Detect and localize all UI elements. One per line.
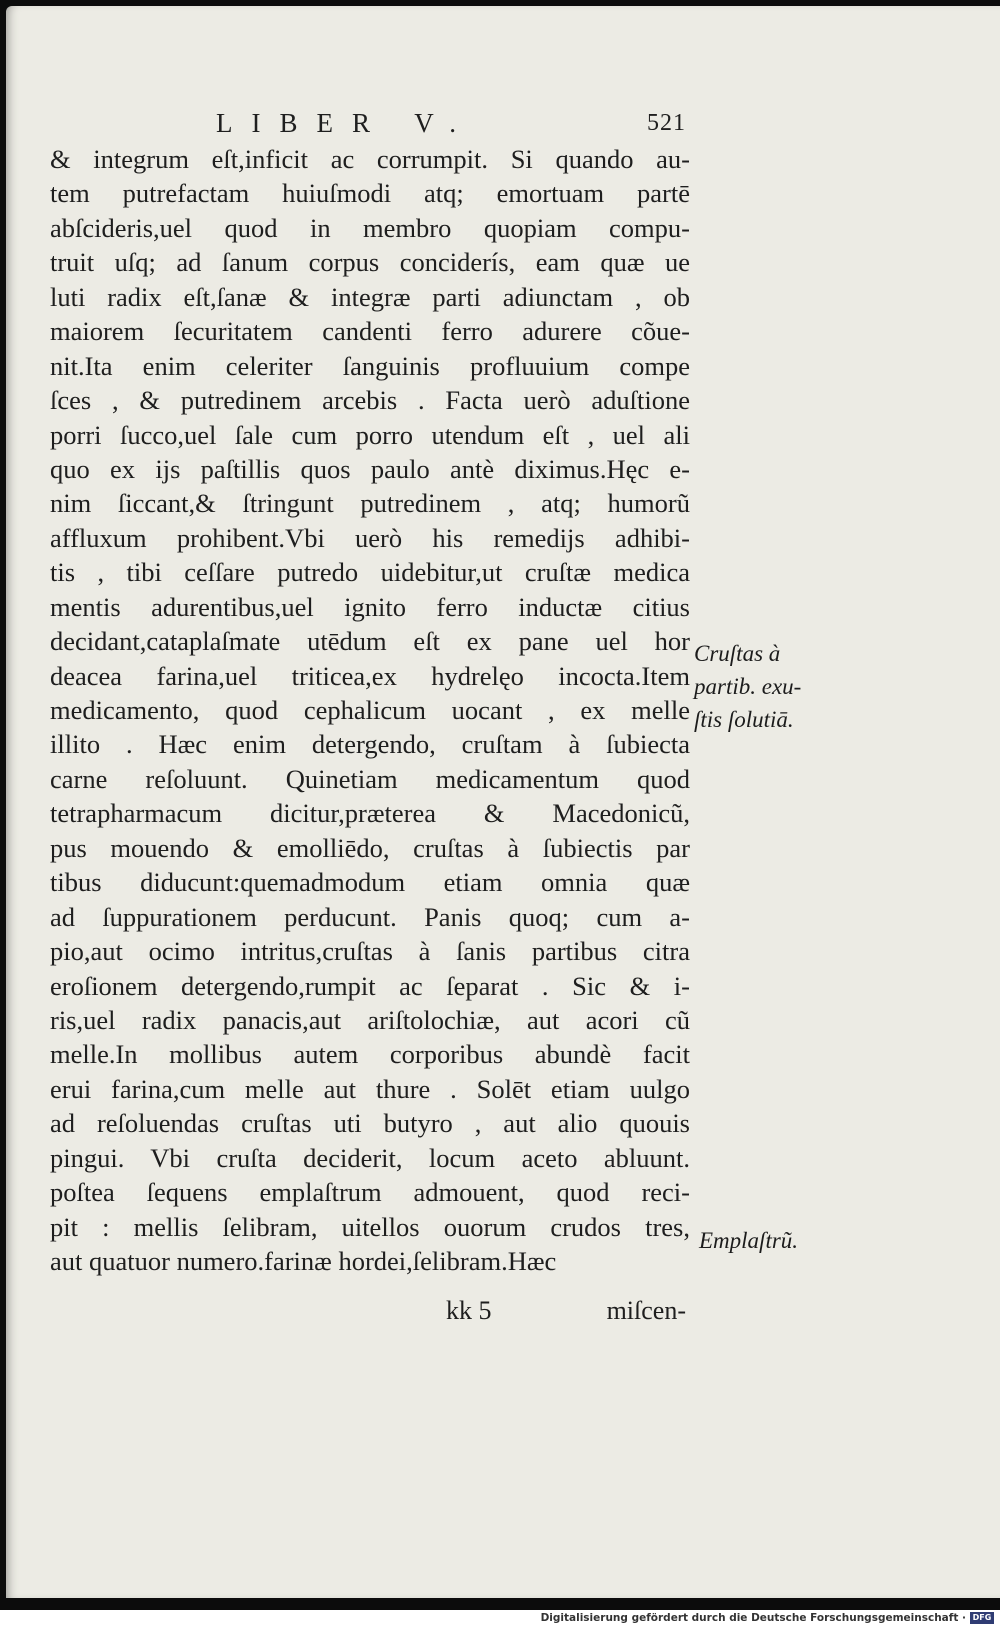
marginal-note-line: partib. exu- [694, 674, 802, 699]
marginal-note [699, 1224, 859, 1257]
text-line: erui farina,cum melle aut thure . Solēt etiam uulgo [50, 1073, 690, 1104]
text-line: poſtea ſequens emplaſtrum admouent, quod reci- [50, 1177, 690, 1208]
text-line: aut quatuor numero.farinæ hordei,ſelibram.Hæc [50, 1246, 557, 1276]
text-line: pio,aut ocimo intritus,cruſtas à ſanis partibus citra [50, 936, 690, 967]
text-line: abſcideris,uel quod in membro quopiam compu- [50, 212, 690, 243]
folio-number: 521 [647, 110, 686, 136]
text-line: nit.Ita enim celeriter ſanguinis profluuium compe [50, 350, 690, 381]
text-line: luti radix eſt,ſanæ & integræ parti adiunctam , ob [50, 281, 690, 312]
text-line: eroſionem detergendo,rumpit ac ſeparat . Sic & i- [50, 970, 690, 1001]
funding-credit: Digitalisierung gefördert durch die Deutsche Forschungsgemeinschaft · [540, 1612, 966, 1624]
text-line: & integrum eſt,inficit ac corrumpit. Si quando au- [50, 144, 690, 174]
text-line: ſces , & putredinem arcebis . Facta uerò aduſtione [50, 385, 690, 416]
text-line: ad reſoluendas cruſtas uti butyro , aut alio quouis [50, 1108, 690, 1139]
text-line: pingui. Vbi cruſta deciderit, locum aceto abluunt. [50, 1142, 690, 1173]
marginal-note-line: ſtis ſolutiā. [694, 707, 794, 732]
text-line: ad ſuppurationem perducunt. Panis quoq; cum a- [50, 901, 690, 932]
running-head: LIBER V. [216, 108, 476, 138]
text-line: porri ſucco,uel ſale cum porro utendum eſt , uel ali [50, 419, 690, 450]
text-line: tis , tibi ceſſare putredo uidebitur,ut cruſtæ medica [50, 557, 690, 588]
marginal-note-line: Cruſtas à [694, 641, 781, 666]
text-line: carne reſoluunt. Quinetiam medicamentum quod [50, 763, 690, 794]
text-line: tem putrefactam huiuſmodi atq; emortuam partē [50, 178, 690, 209]
catchword: miſcen- [606, 1296, 686, 1325]
text-line: mentis adurentibus,uel ignito ferro inductæ citius [50, 591, 690, 622]
text-line: quo ex ijs paſtillis quos paulo antè diximus.Hęc e- [50, 453, 690, 484]
dfg-logo-icon: DFG [970, 1612, 994, 1624]
text-line: decidant,cataplaſmate utēdum eſt ex pane uel hor [50, 626, 690, 657]
text-line: pit : mellis ſelibram, uitellos ouorum crudos tres, [50, 1211, 690, 1242]
text-line: tetrapharmacum dicitur,præterea & Macedonicũ, [50, 798, 690, 829]
text-line: melle.In mollibus autem corporibus abundè facit [50, 1039, 690, 1070]
text-line: ris,uel radix panacis,aut ariſtolochiæ, aut acori cũ [50, 1004, 690, 1035]
marginal-note [694, 637, 854, 736]
text-line: tibus diducunt:quemadmodum etiam omnia quæ [50, 867, 690, 898]
text-line: nim ſiccant,& ſtringunt putredinem , atq; humorũ [50, 488, 690, 519]
text-line: maiorem ſecuritatem candenti ferro adurere cõue- [50, 316, 690, 347]
text-line: pus mouendo & emolliēdo, cruſtas à ſubiectis par [50, 832, 690, 863]
text-line: affluxum prohibent.Vbi uerò his remedijs adhibi- [50, 522, 690, 553]
text-line: truit uſq; ad ſanum corpus conciderís, eam quæ ue [50, 247, 690, 278]
text-line: illito . Hæc enim detergendo, cruſtam à ſubiecta [50, 729, 690, 760]
book-page [6, 6, 1000, 1598]
signature-mark: kk 5 [446, 1296, 492, 1325]
body-text [50, 142, 690, 1278]
text-line: deacea farina,uel triticea,ex hydrelęo incocta.Item [50, 660, 690, 691]
page-header [216, 106, 686, 140]
footer-bar [0, 1610, 1000, 1627]
text-line: medicamento, quod cephalicum uocant , ex melle [50, 695, 690, 725]
marginal-note-line: Emplaſtrũ. [699, 1228, 799, 1253]
catchline [446, 1294, 686, 1328]
